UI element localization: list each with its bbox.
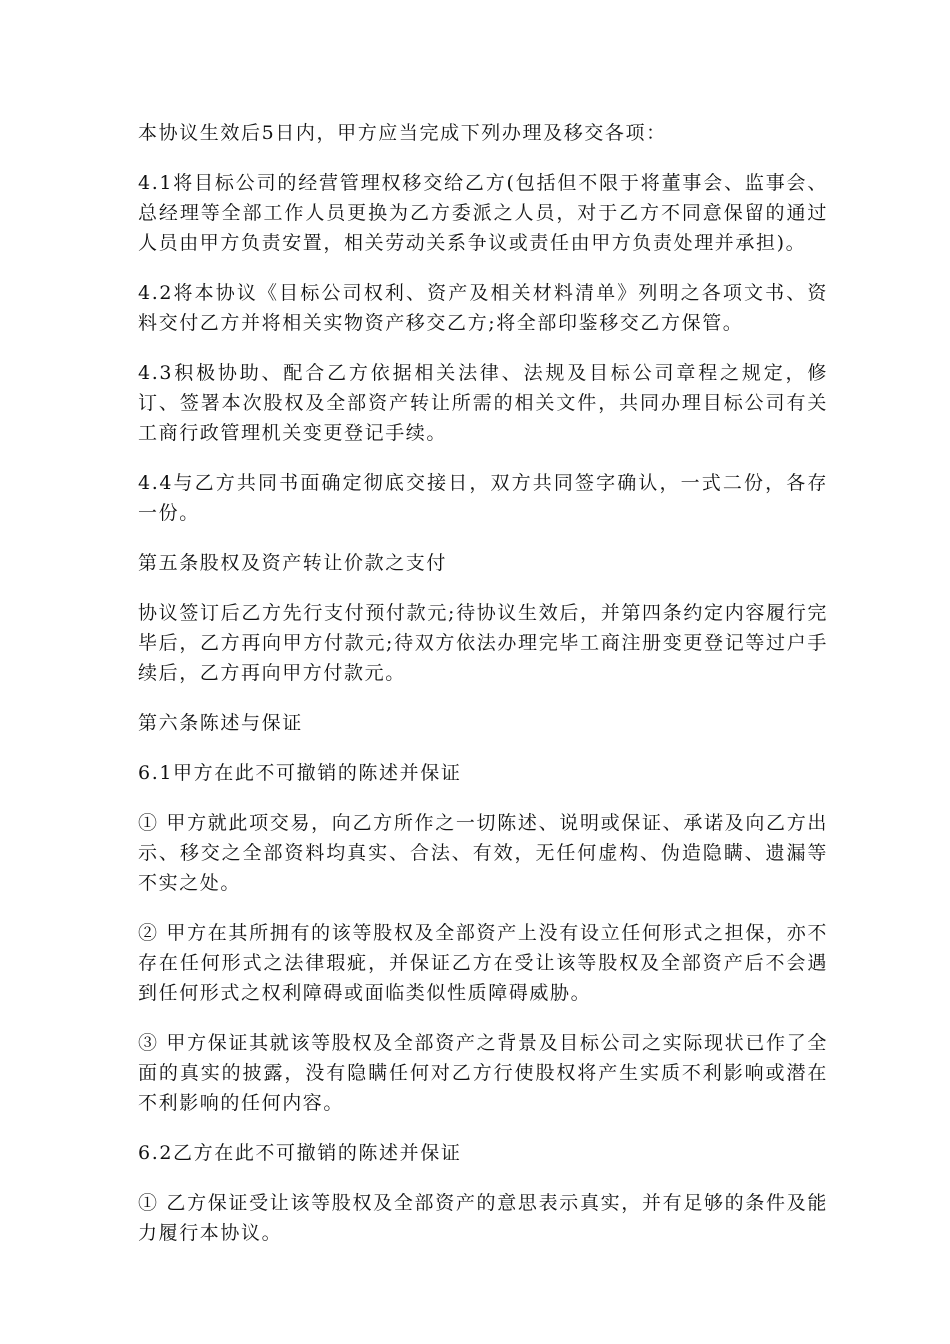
clause-6-1-heading: 6.1甲方在此不可撤销的陈述并保证 <box>138 762 462 784</box>
clause-6-2-item-1: ① 乙方保证受让该等股权及全部资产的意思表示真实，并有足够的条件及能力履行本协议。 <box>138 1192 828 1244</box>
clause-4-4: 4.4与乙方共同书面确定彻底交接日，双方共同签字确认，一式二份，各存一份。 <box>138 472 828 524</box>
clause-6-1-item-3: ③ 甲方保证其就该等股权及全部资产之背景及目标公司之实际现状已作了全面的真实的披露，没有隐瞒任何对乙方行使股权将产生实质不利影响或潜在不利影响的任何内容。 <box>138 1032 828 1114</box>
clause-4-1: 4.1将目标公司的经营管理权移交给乙方(包括但不限于将董事会、监事会、总经理等全部工作人员更换为乙方委派之人员，对于乙方不同意保留的通过人员由甲方负责安置，相关劳动关系争议或责任由甲方负责处理并承担)。 <box>138 172 828 254</box>
intro-paragraph: 本协议生效后5日内，甲方应当完成下列办理及移交各项： <box>138 122 667 144</box>
clause-4-3: 4.3积极协助、配合乙方依据相关法律、法规及目标公司章程之规定，修订、签署本次股权及全部资产转让所需的相关文件，共同办理目标公司有关工商行政管理机关变更登记手续。 <box>138 362 828 444</box>
document-page <box>138 118 828 1268</box>
article-5-body: 协议签订后乙方先行支付预付款元;待协议生效后，并第四条约定内容履行完毕后，乙方再向甲方付款元;待双方依法办理完毕工商注册变更登记等过户手续后，乙方再向甲方付款元。 <box>138 602 828 684</box>
clause-6-1-item-1: ① 甲方就此项交易，向乙方所作之一切陈述、说明或保证、承诺及向乙方出示、移交之全部资料均真实、合法、有效，无任何虚构、伪造隐瞒、遗漏等不实之处。 <box>138 812 828 894</box>
article-6-heading: 第六条陈述与保证 <box>138 712 303 734</box>
clause-6-2-heading: 6.2乙方在此不可撤销的陈述并保证 <box>138 1142 462 1164</box>
clause-6-1-item-2: ② 甲方在其所拥有的该等股权及全部资产上没有设立任何形式之担保，亦不存在任何形式之法律瑕疵，并保证乙方在受让该等股权及全部资产后不会遇到任何形式之权利障碍或面临类似性质障碍威胁。 <box>138 922 828 1004</box>
article-5-heading: 第五条股权及资产转让价款之支付 <box>138 552 448 574</box>
clause-4-2: 4.2将本协议《目标公司权利、资产及相关材料清单》列明之各项文书、资料交付乙方并将相关实物资产移交乙方;将全部印鉴移交乙方保管。 <box>138 282 828 334</box>
